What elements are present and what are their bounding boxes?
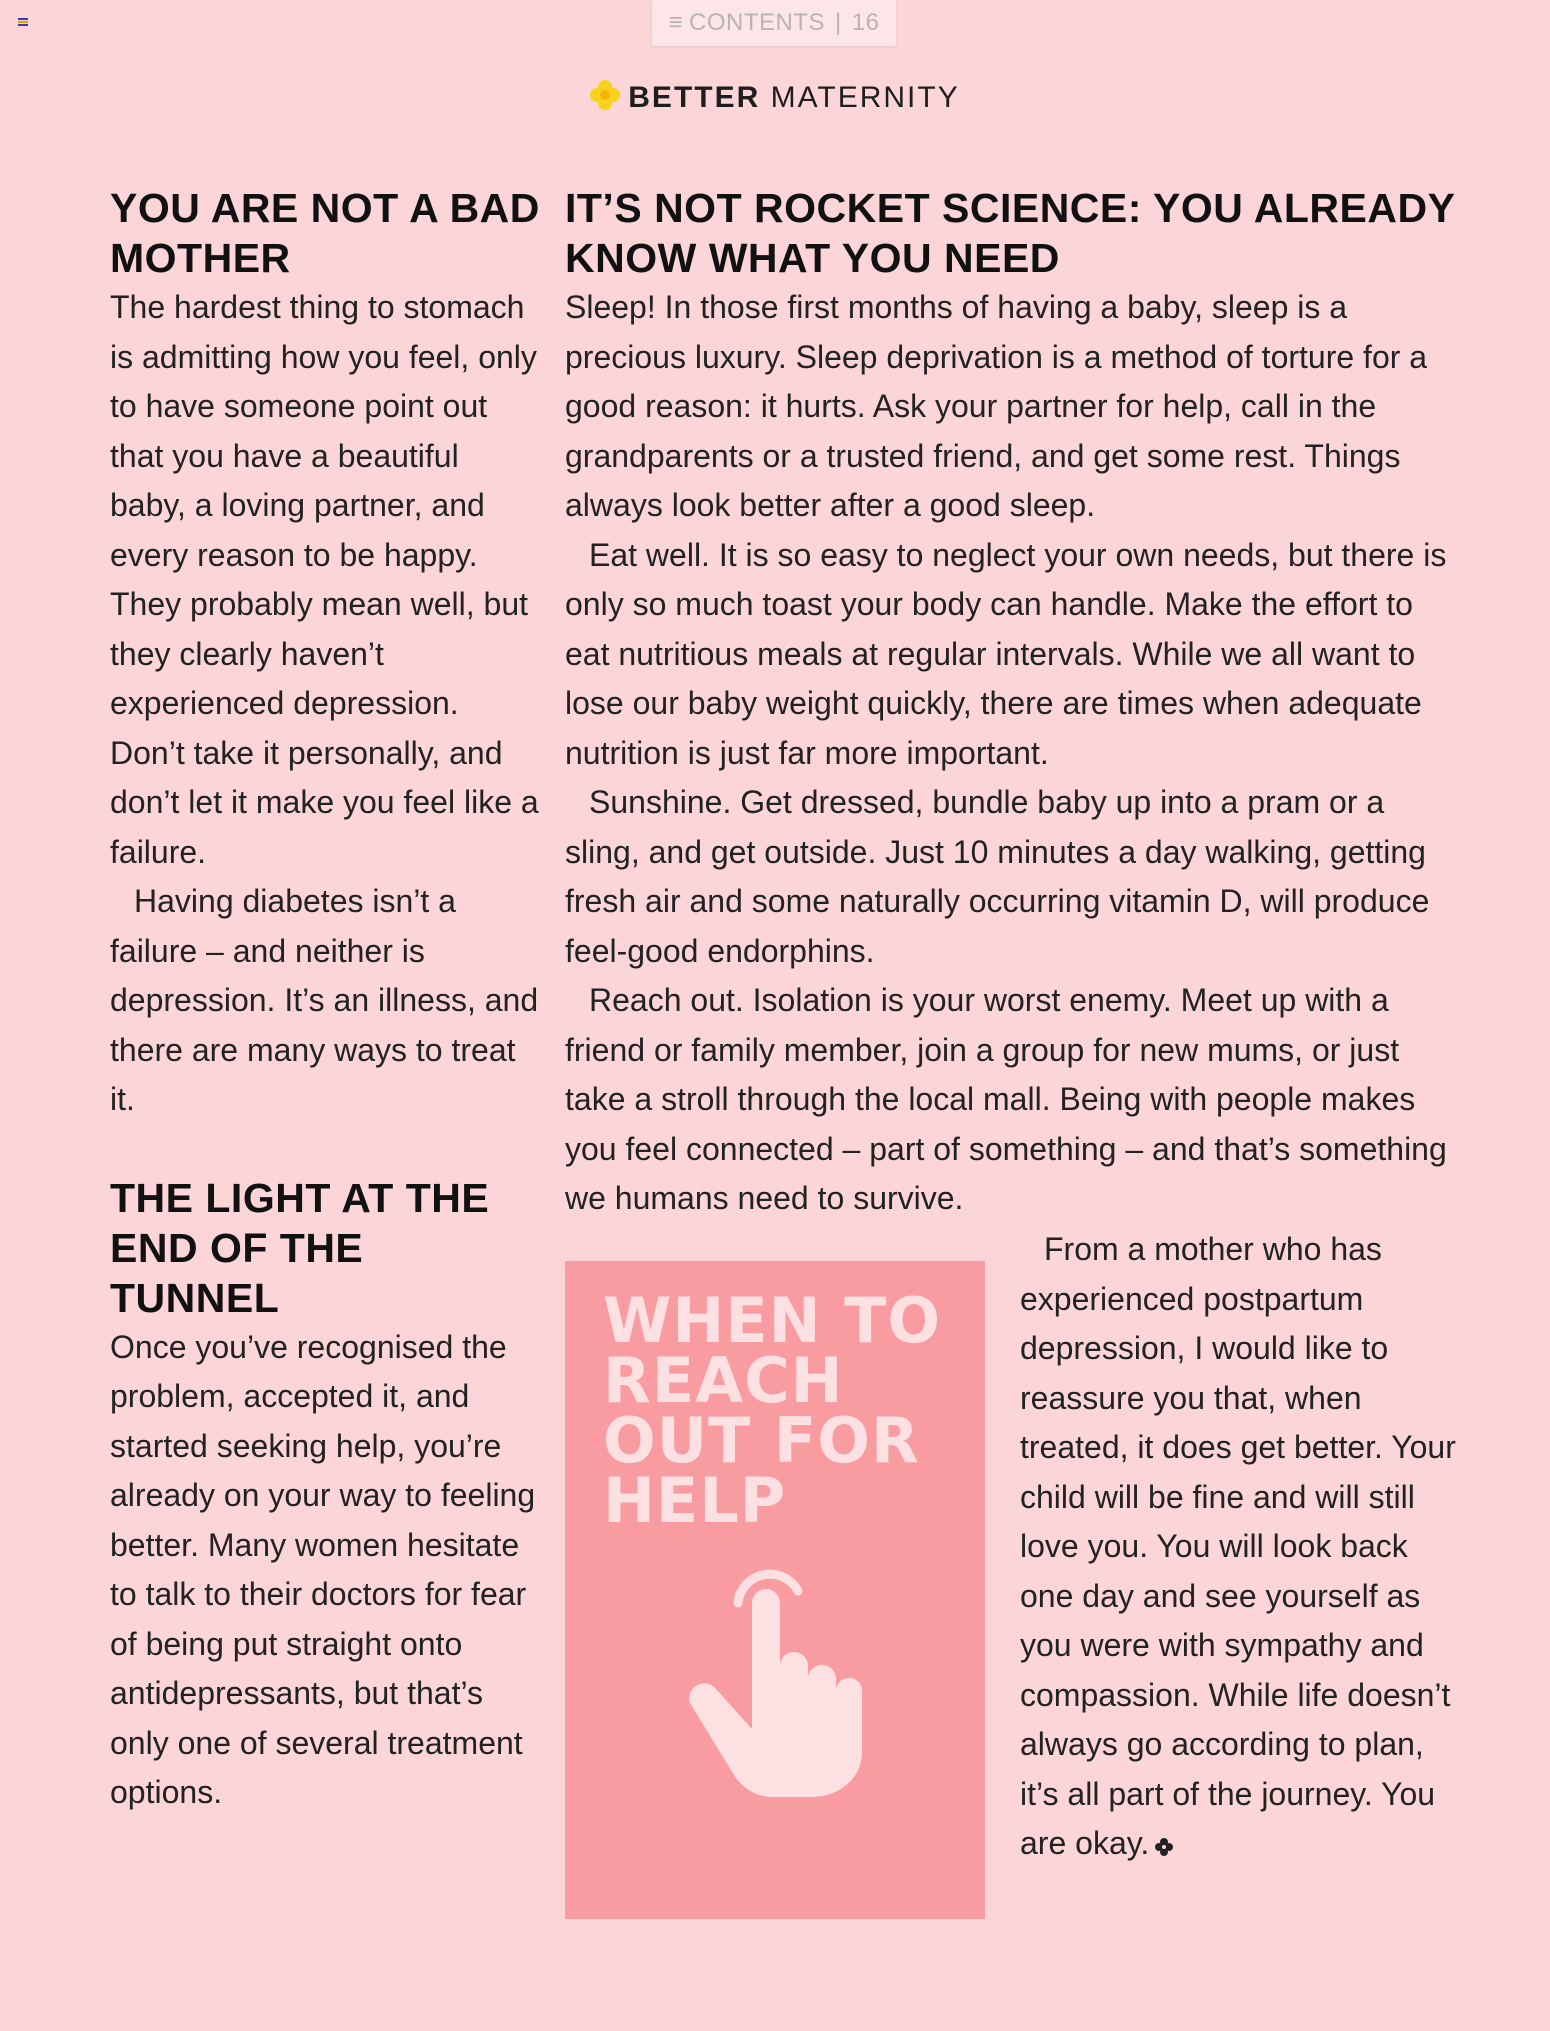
closing-column bbox=[1020, 1225, 1460, 1869]
corner-mark-icon bbox=[18, 18, 28, 26]
left-column bbox=[110, 183, 540, 1818]
contents-label: CONTENTS bbox=[689, 9, 826, 36]
contents-tab[interactable] bbox=[652, 0, 896, 46]
paragraph: Reach out. Isolation is your worst enemy. Meet up with a friend or family member, join a group for new mums, or just take a stroll through the local mall. Being with people makes you feel connected – part of something – and that’s something we humans need to survive. bbox=[565, 982, 1447, 1216]
paragraph: From a mother who has experienced postpartum depression, I would like to reassure you that, when treated, it does get better. Your child will be fine and will still love you. You will look back one day and see yourself as you were with sympathy and compassion. While life doesn’t always go according to plan, it’s all part of the journey. You are okay. bbox=[1020, 1231, 1456, 1861]
paragraph: Once you’ve recognised the problem, accepted it, and started seeking help, you’re already on your way to feeling better. Many women hesitate to talk to their doctors for fear of being put straight onto antidepressants, but that’s only one of several treatment options. bbox=[110, 1328, 536, 1810]
heading-rocket-science: IT’S NOT ROCKET SCIENCE: YOU ALREADY KNOW WHAT YOU NEED bbox=[565, 185, 1455, 281]
callout-title: WHEN TO REACH OUT FOR HELP bbox=[603, 1284, 942, 1537]
paragraph: Sleep! In those first months of having a baby, sleep is a precious luxury. Sleep deprivation is a method of torture for a good reason: it hurts. Ask your partner for help, call in the grandparents or a trusted friend, and get some rest. Things always look better after a good sleep. bbox=[565, 289, 1428, 523]
section-header bbox=[0, 80, 1550, 115]
heading-light-at-end: THE LIGHT AT THE END OF THE TUNNEL bbox=[110, 1174, 490, 1321]
help-callout-box bbox=[565, 1261, 985, 1919]
header-bold: BETTER bbox=[628, 81, 761, 114]
paragraph: The hardest thing to stomach is admitting how you feel, only to have someone point out that you have a beautiful baby, a loving partner, and every reason to be happy. They probably mean well, but they clearly haven’t experienced depression. Don’t take it personally, and don’t let it make you feel like a failure. bbox=[110, 289, 539, 870]
hand-tap-icon bbox=[680, 1551, 870, 1801]
heading-not-bad-mother: YOU ARE NOT A BAD MOTHER bbox=[110, 185, 540, 281]
paragraph: Eat well. It is so easy to neglect your own needs, but there is only so much toast your body can handle. Make the effort to eat nutritious meals at regular intervals. While we all want to lose our baby weight quickly, there are times when adequate nutrition is just far more important. bbox=[565, 536, 1447, 771]
divider: | bbox=[835, 9, 842, 36]
flower-icon bbox=[590, 80, 620, 110]
end-mark-icon bbox=[1155, 1838, 1173, 1856]
paragraph: Having diabetes isn’t a failure – and neither is depression. It’s an illness, and there are many ways to treat it. bbox=[110, 883, 539, 1117]
menu-icon: ≡ bbox=[668, 9, 684, 36]
page-number: 16 bbox=[851, 9, 880, 36]
right-column bbox=[565, 183, 1455, 1224]
paragraph: Sunshine. Get dressed, bundle baby up into a pram or a sling, and get outside. Just 10 minutes a day walking, getting fresh air and some naturally occurring vitamin D, will produce feel-good endorphins. bbox=[565, 784, 1430, 969]
header-light: MATERNITY bbox=[770, 81, 960, 114]
